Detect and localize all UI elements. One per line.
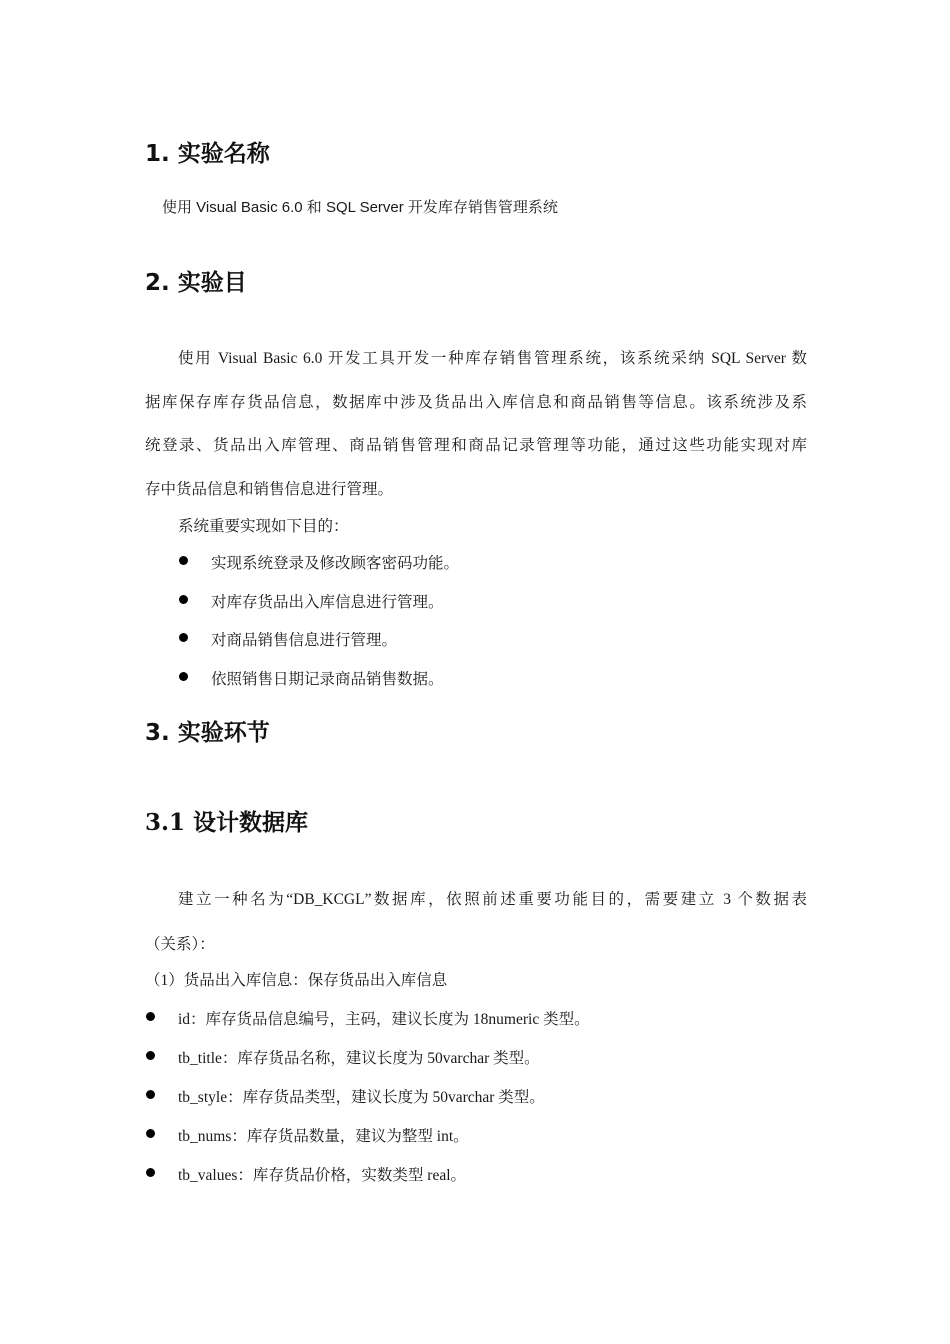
goal-list-item: 实现系统登录及修改顾客密码功能。 <box>211 555 460 572</box>
field-list-item: id：库存货品信息编号，主码，建议长度为 18numeric 类型。 <box>178 1011 590 1028</box>
goal-list-item: 依照销售日期记录商品销售数据。 <box>211 671 444 688</box>
bullet-dot <box>179 672 188 681</box>
field-list-item: tb_style：库存货品类型，建议长度为 50varchar 类型。 <box>178 1089 545 1106</box>
section-2-intro: 系统重要实现如下目的： <box>178 518 349 535</box>
section-2-heading: 2. 实验目 <box>145 270 247 296</box>
bullet-dot <box>146 1090 155 1099</box>
section-3-heading: 3. 实验环节 <box>145 720 270 746</box>
bullet-dot <box>179 633 188 642</box>
field-list-item: tb_nums：库存货品数量，建议为整型 int。 <box>178 1128 469 1145</box>
bullet-dot <box>146 1129 155 1138</box>
goal-list-item: 对商品销售信息进行管理。 <box>211 632 398 649</box>
section-2-paragraph-line-4: 存中货品信息和销售信息进行管理。 <box>145 481 394 498</box>
field-list-item: tb_values：库存货品价格，实数类型 real。 <box>178 1167 467 1184</box>
goal-list-item: 对库存货品出入库信息进行管理。 <box>211 594 444 611</box>
section-3-1-heading: 3.1 设计数据库 <box>145 809 309 836</box>
bullet-dot <box>179 556 188 565</box>
section-2-paragraph-line-2: 据库保存库存货品信息，数据库中涉及货品出入库信息和商品销售等信息。该系统涉及系 <box>145 394 807 411</box>
section-2-paragraph-line-1: 使用 Visual Basic 6.0 开发工具开发一种库存销售管理系统，该系统采纳 SQL Server 数 <box>178 350 807 367</box>
bullet-dot <box>146 1051 155 1060</box>
section-1-heading: 1. 实验名称 <box>145 141 270 167</box>
field-list-item: tb_title：库存货品名称，建议长度为 50varchar 类型。 <box>178 1050 540 1067</box>
section-3-paragraph-line-1: 建立一种名为“DB_KCGL”数据库，依照前述重要功能目的，需要建立 3 个数据表 <box>178 891 807 908</box>
bullet-dot <box>146 1012 155 1021</box>
bullet-dot <box>179 595 188 604</box>
section-3-paragraph-line-2: （关系）： <box>145 936 215 953</box>
table-intro: （1）货品出入库信息：保存货品出入库信息 <box>145 972 448 989</box>
section-2-paragraph-line-3: 统登录、货品出入库管理、商品销售管理和商品记录管理等功能，通过这些功能实现对库 <box>145 437 807 454</box>
section-1-body: 使用 Visual Basic 6.0 和 SQL Server 开发库存销售管理系统 <box>162 199 558 216</box>
bullet-dot <box>146 1168 155 1177</box>
